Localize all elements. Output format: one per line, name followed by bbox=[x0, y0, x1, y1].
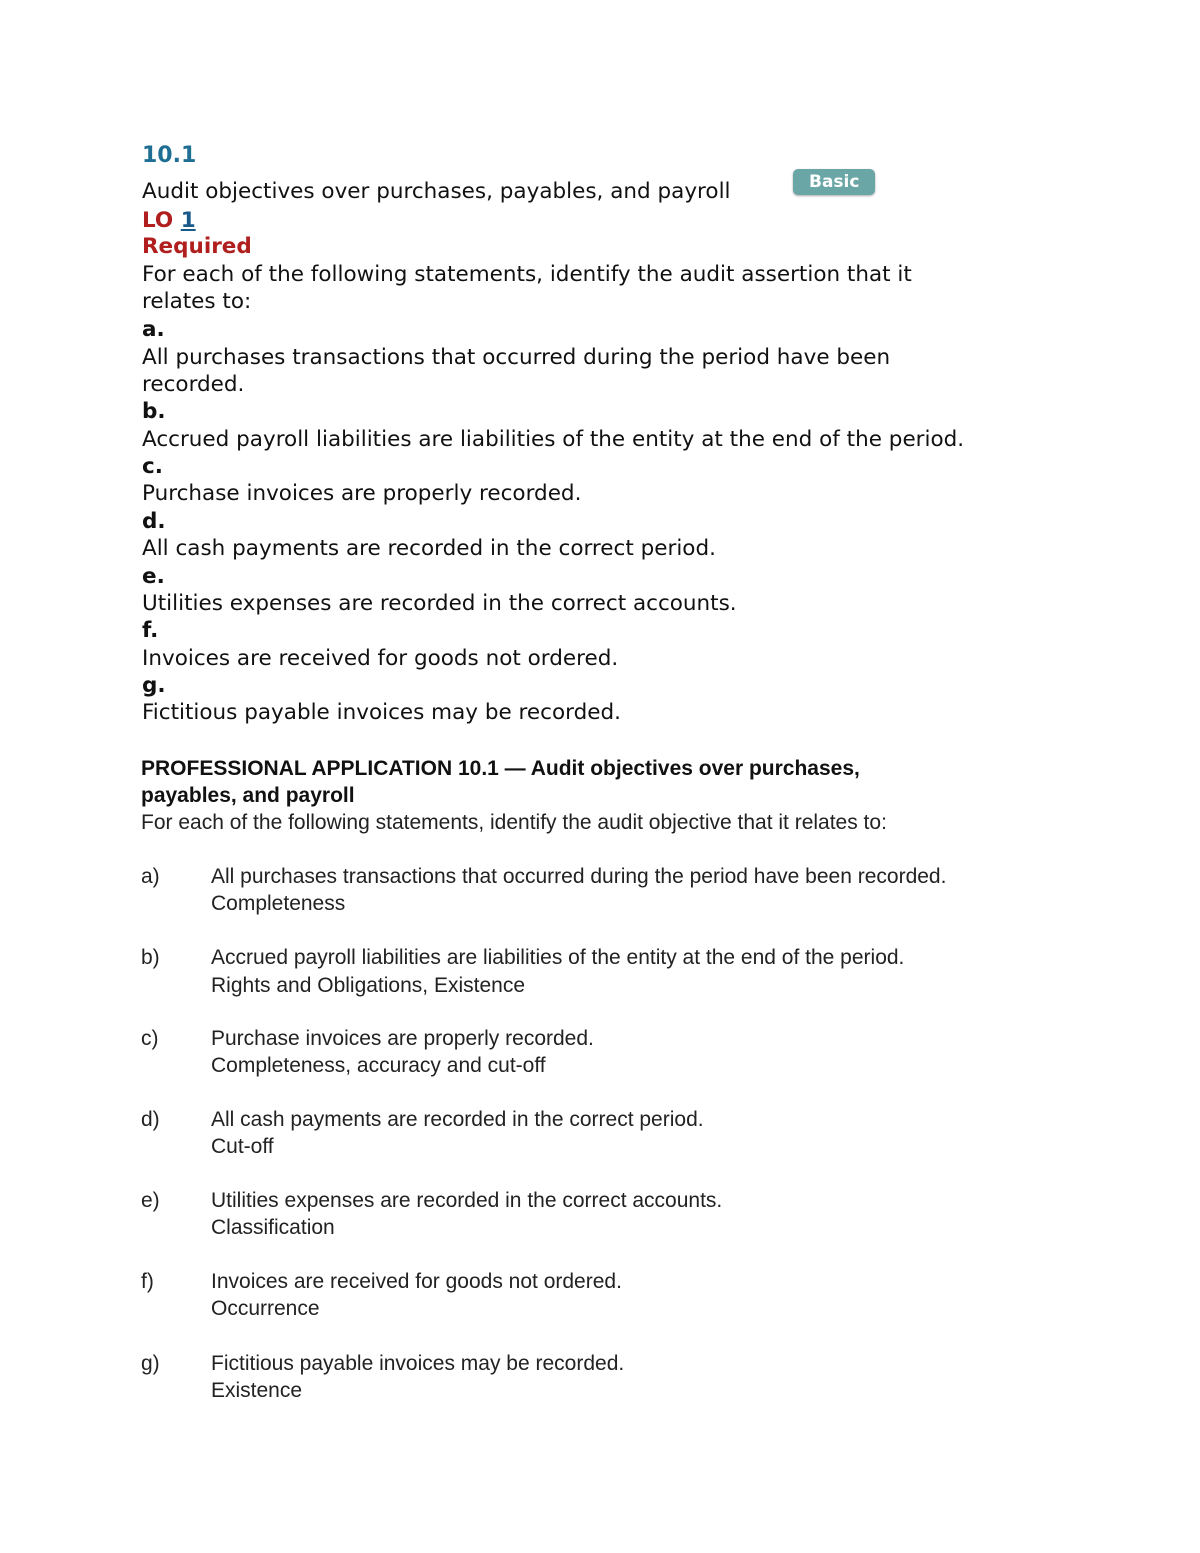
answer-letter: e) bbox=[141, 1189, 160, 1212]
application-heading-cont: payables, and payroll bbox=[141, 784, 355, 807]
item-text: Purchase invoices are properly recorded. bbox=[142, 481, 582, 506]
application-instruction: For each of the following statements, identify the audit objective that it relates to: bbox=[141, 811, 887, 834]
answer-letter: d) bbox=[141, 1108, 160, 1131]
item-letter: a. bbox=[142, 317, 165, 342]
badge-label: Basic bbox=[793, 169, 875, 195]
instruction-line-1: For each of the following statements, identify the audit assertion that it bbox=[142, 262, 912, 287]
lo-prefix: LO bbox=[142, 208, 174, 233]
lo-number-link[interactable]: 1 bbox=[180, 208, 196, 233]
answer-letter: c) bbox=[141, 1027, 159, 1050]
answer-statement: Purchase invoices are properly recorded. bbox=[211, 1027, 594, 1050]
learning-objective bbox=[142, 207, 196, 234]
answer-letter: f) bbox=[141, 1270, 154, 1293]
item-letter: g. bbox=[142, 673, 166, 698]
problem-number: 10.1 bbox=[142, 143, 197, 168]
answer-letter: a) bbox=[141, 865, 160, 888]
problem-title: Audit objectives over purchases, payables, and payroll bbox=[142, 179, 731, 204]
answer-objective: Cut-off bbox=[211, 1135, 274, 1158]
item-letter: b. bbox=[142, 399, 166, 424]
answer-objective: Rights and Obligations, Existence bbox=[211, 974, 526, 997]
item-text: All cash payments are recorded in the correct period. bbox=[142, 536, 716, 561]
item-letter: e. bbox=[142, 564, 165, 589]
problem-title-row bbox=[142, 178, 731, 205]
answer-statement: Invoices are received for goods not ordered. bbox=[211, 1270, 622, 1293]
answer-objective: Completeness, accuracy and cut-off bbox=[211, 1054, 546, 1077]
item-letter: c. bbox=[142, 454, 163, 479]
answer-statement: All cash payments are recorded in the correct period. bbox=[211, 1108, 704, 1131]
answer-statement: Fictitious payable invoices may be recorded. bbox=[211, 1352, 625, 1375]
answer-objective: Completeness bbox=[211, 892, 346, 915]
answer-objective: Occurrence bbox=[211, 1297, 320, 1320]
item-text: Fictitious payable invoices may be recorded. bbox=[142, 700, 621, 725]
item-text: Utilities expenses are recorded in the correct accounts. bbox=[142, 591, 737, 616]
answer-statement: Accrued payroll liabilities are liabilities of the entity at the end of the period. bbox=[211, 946, 905, 969]
answer-objective: Existence bbox=[211, 1379, 303, 1402]
item-text: Invoices are received for goods not ordered. bbox=[142, 646, 619, 671]
answer-letter: b) bbox=[141, 946, 160, 969]
answer-statement: Utilities expenses are recorded in the correct accounts. bbox=[211, 1189, 723, 1212]
item-text: Accrued payroll liabilities are liabilities of the entity at the end of the period. bbox=[142, 427, 965, 452]
item-letter: f. bbox=[142, 618, 159, 643]
difficulty-badge bbox=[793, 169, 875, 195]
answer-letter: g) bbox=[141, 1352, 160, 1375]
item-letter: d. bbox=[142, 509, 166, 534]
answer-statement: All purchases transactions that occurred during the period have been recorded. bbox=[211, 865, 947, 888]
answer-objective: Classification bbox=[211, 1216, 335, 1239]
item-text-cont: recorded. bbox=[142, 372, 245, 397]
instruction-line-2: relates to: bbox=[142, 289, 252, 314]
application-heading: PROFESSIONAL APPLICATION 10.1 — Audit objectives over purchases, bbox=[141, 757, 860, 780]
required-label: Required bbox=[142, 234, 252, 259]
item-text: All purchases transactions that occurred during the period have been bbox=[142, 345, 891, 370]
